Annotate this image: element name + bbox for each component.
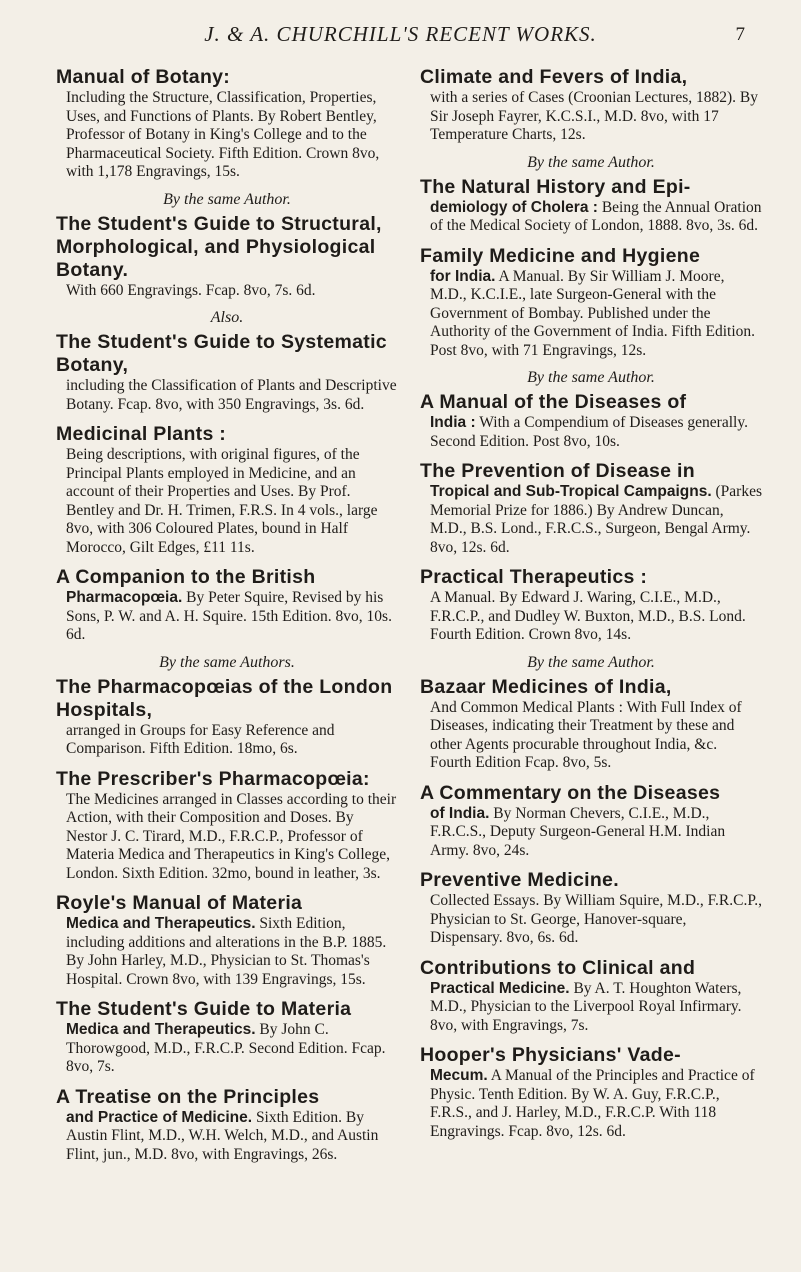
book-subtitle: Medica and Therapeutics.	[66, 915, 256, 932]
book-entry	[56, 998, 398, 1077]
byline: By the same Author.	[527, 153, 655, 171]
book-description	[420, 805, 762, 861]
book-entry	[56, 892, 398, 989]
book-title: A Treatise on the Principles	[56, 1085, 320, 1108]
book-subtitle: Medica and Therapeutics.	[66, 1021, 256, 1038]
book-title: Family Medicine and Hygiene	[420, 244, 701, 267]
book-description	[56, 722, 398, 759]
book-entry	[420, 460, 762, 557]
book-entry	[420, 176, 762, 236]
book-description	[56, 282, 398, 301]
book-title: The Student's Guide to Materia	[56, 998, 352, 1020]
book-entry	[56, 676, 398, 759]
book-title: The Prescriber's Pharmacopœia:	[56, 767, 370, 790]
book-entry	[420, 391, 762, 451]
book-entry	[420, 782, 762, 861]
book-subtitle: India :	[430, 414, 476, 431]
book-description	[56, 1109, 398, 1165]
book-description	[56, 446, 398, 557]
book-details: with a series of Cases (Croonian Lectures, 1882). By Sir Joseph Fayrer, K.C.S.I., M.D. 8vo, with 17 Temperature Charts, 12s.	[430, 89, 759, 143]
book-entry	[56, 213, 398, 301]
book-description	[56, 89, 398, 182]
book-details: A Manual. By Sir William J. Moore, M.D., K.C.I.E., late Surgeon-General with the Government of Bombay. Published under the Authority of the Government of India. Fifth Edition. Post 8vo, with 71 Engravings, 12s.	[430, 267, 756, 359]
book-details: With a Compendium of Diseases generally. Second Edition. Post 8vo, 10s.	[430, 414, 748, 450]
book-title: A Manual of the Diseases of	[420, 391, 687, 413]
book-entry	[56, 331, 398, 414]
byline: Also.	[210, 309, 244, 326]
book-description	[56, 377, 398, 414]
book-entry	[56, 566, 398, 645]
book-entry	[56, 768, 398, 884]
book-title: Climate and Fevers of India,	[420, 66, 688, 88]
book-title: Royle's Manual of Materia	[56, 892, 303, 914]
book-details: arranged in Groups for Easy Reference and Comparison. Fifth Edition. 18mo, 6s.	[66, 721, 335, 757]
book-title: The Prevention of Disease in	[420, 460, 695, 482]
book-entry	[420, 566, 762, 645]
book-entry	[420, 957, 762, 1036]
book-title: A Companion to the British	[56, 566, 316, 588]
book-details: Including the Structure, Classification, Properties, Uses, and Functions of Plants. By Robert Bentley, Professor of Botany in King's College and to the Pharmaceutical Society. Fifth Edition. Crown 8vo, with 1,178 Engravings, 15s.	[66, 89, 380, 180]
book-description	[56, 1021, 398, 1077]
book-details: Being descriptions, with original figures, of the Principal Plants employed in Medicine, and an account of their Properties and Uses. By Prof. Bentley and Dr. H. Trimen, F.R.S. In 4 vols., large 8vo, with 306 Coloured Plates, bound in Half Morocco, Gilt Edges, £11 11s.	[66, 446, 378, 556]
book-entry	[420, 676, 762, 773]
book-details: Sixth Edition, including additions and alterations in the B.P. 1885. By John Harley, M.D., Physician to St. Thomas's Hospital. Crown 8vo, with 139 Engravings, 15s.	[66, 915, 387, 988]
byline: By the same Author.	[527, 653, 655, 671]
book-subtitle: Tropical and Sub-Tropical Campaigns.	[430, 483, 712, 500]
book-description	[420, 89, 762, 145]
book-description	[420, 1067, 762, 1141]
book-subtitle: Pharmacopœia.	[66, 589, 183, 606]
book-title: Bazaar Medicines of India,	[420, 675, 672, 698]
book-description	[420, 268, 762, 361]
book-details: And Common Medical Plants : With Full Index of Diseases, indicating their Treatment by these and other Agents procurable throughout India, &c. Fourth Edition Fcap. 8vo, 5s.	[430, 698, 742, 771]
book-details: With 660 Engravings. Fcap. 8vo, 7s. 6d.	[66, 281, 316, 299]
byline: By the same Author.	[163, 190, 291, 208]
book-details: including the Classification of Plants and Descriptive Botany. Fcap. 8vo, with 350 Engravings, 3s. 6d.	[66, 377, 397, 413]
right-column	[420, 66, 762, 1150]
book-details: A Manual of the Principles and Practice of Physic. Tenth Edition. By W. A. Guy, F.R.C.P., F.R.S., and J. Harley, M.D., F.R.C.P. With 118 Engravings. Fcap. 8vo, 12s. 6d.	[430, 1067, 755, 1140]
running-title: J. & A. CHURCHILL'S RECENT WORKS.	[204, 22, 597, 46]
book-subtitle: Mecum.	[430, 1067, 488, 1084]
book-title: Practical Therapeutics :	[420, 566, 648, 588]
book-entry	[56, 423, 398, 557]
book-entry	[420, 66, 762, 145]
book-entry	[56, 1086, 398, 1165]
book-subtitle: and Practice of Medicine.	[66, 1108, 253, 1126]
page-number: 7	[735, 24, 745, 45]
book-description	[420, 892, 762, 948]
book-description	[420, 199, 762, 236]
book-details: By John C. Thorowgood, M.D., F.R.C.P. Second Edition. Fcap. 8vo, 7s.	[66, 1021, 386, 1075]
book-description	[420, 980, 762, 1036]
book-description	[420, 699, 762, 773]
book-details: By A. T. Houghton Waters, M.D., Physician to the Liverpool Royal Infirmary. 8vo, with Engravings, 7s.	[430, 979, 742, 1034]
book-title: Medicinal Plants :	[56, 423, 227, 445]
book-details: By Norman Chevers, C.I.E., M.D., F.R.C.S., Deputy Surgeon-General H.M. Indian Army. 8vo, 24s.	[430, 804, 726, 859]
byline: By the same Author.	[527, 369, 655, 386]
book-description	[56, 589, 398, 645]
book-subtitle: Practical Medicine.	[430, 979, 570, 997]
book-title: The Student's Guide to Structural, Morphological, and Physiological Botany.	[56, 212, 382, 281]
book-description	[420, 483, 762, 557]
book-subtitle: demiology of Cholera :	[430, 198, 598, 216]
book-title: A Commentary on the Diseases	[420, 781, 721, 804]
book-entry	[420, 245, 762, 361]
book-details: Being the Annual Oration of the Medical Society of London, 1888. 8vo, 3s. 6d.	[430, 198, 762, 234]
book-description	[420, 414, 762, 451]
running-header	[0, 22, 801, 52]
book-title: The Natural History and Epi-	[420, 175, 691, 198]
book-title: The Pharmacopœias of the London Hospitals,	[56, 675, 393, 721]
book-entry	[420, 869, 762, 948]
book-title: The Student's Guide to Systematic Botany,	[56, 331, 387, 376]
book-entry	[56, 66, 398, 182]
book-subtitle: for India.	[430, 267, 496, 285]
book-details: The Medicines arranged in Classes according to their Action, with their Composition and Doses. By Nestor J. C. Tirard, M.D., F.R.C.P., Professor of Materia Medica and Therapeutics in King's College, London. Sixth Edition. 32mo, bound in leather, 3s.	[66, 790, 397, 882]
book-details: A Manual. By Edward J. Waring, C.I.E., M.D., F.R.C.P., and Dudley W. Buxton, M.D., B.S. Lond. Fourth Edition. Crown 8vo, 14s.	[430, 589, 746, 643]
book-description	[56, 791, 398, 884]
book-description	[420, 589, 762, 645]
book-title: Preventive Medicine.	[420, 869, 619, 891]
book-details: (Parkes Memorial Prize for 1886.) By Andrew Duncan, M.D., B.S. Lond., F.R.C.S., Surgeon, Bengal Army. 8vo, 12s. 6d.	[430, 483, 763, 556]
book-title: Hooper's Physicians' Vade-	[420, 1044, 681, 1066]
book-details: Sixth Edition. By Austin Flint, M.D., W.H. Welch, M.D., and Austin Flint, jun., M.D. 8vo, with Engravings, 26s.	[66, 1108, 379, 1163]
book-subtitle: of India.	[430, 804, 490, 822]
book-details: Collected Essays. By William Squire, M.D., F.R.C.P., Physician to St. George, Hanover-square, Dispensary. 8vo, 6s. 6d.	[430, 892, 762, 946]
book-details: By Peter Squire, Revised by his Sons, P. W. and A. H. Squire. 15th Edition. 8vo, 10s. 6d.	[66, 589, 392, 643]
book-description	[56, 915, 398, 989]
book-title: Contributions to Clinical and	[420, 956, 696, 979]
book-title: Manual of Botany:	[56, 66, 231, 88]
book-entry	[420, 1044, 762, 1141]
byline: By the same Authors.	[159, 653, 295, 671]
left-column	[56, 66, 398, 1173]
